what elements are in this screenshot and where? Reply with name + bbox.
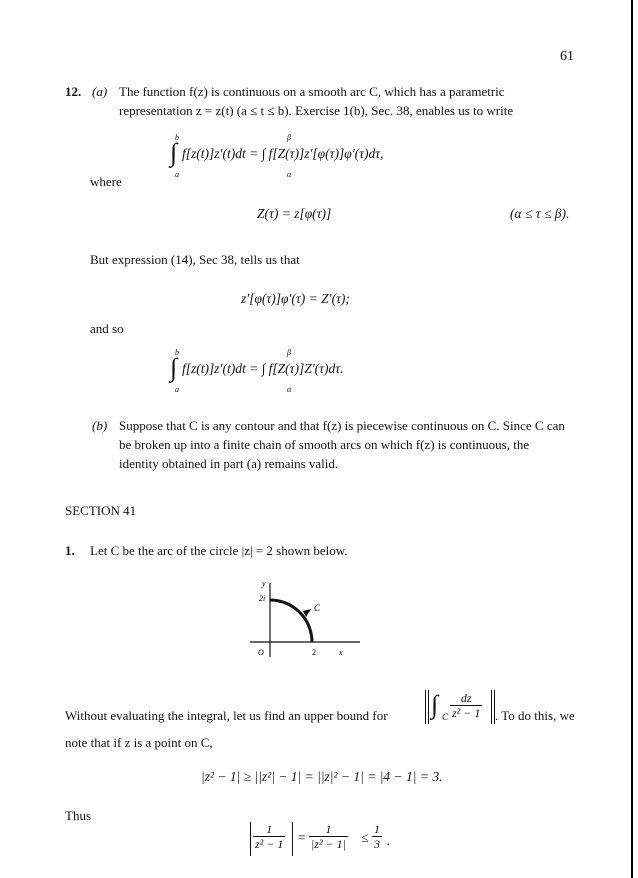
upper-limit: β — [287, 133, 291, 142]
section-title: SECTION 41 — [65, 503, 137, 518]
equation-4-text: f[z(t)]z′(t)dt = ∫ f[Z(τ)]Z′(τ)dτ. — [182, 361, 344, 376]
lower-limit: α — [287, 385, 292, 394]
fraction-denominator: z² − 1 — [255, 837, 284, 851]
problem-number: 12. — [65, 84, 82, 99]
where-text: where — [90, 174, 122, 189]
c-label: C — [314, 603, 321, 613]
part-b-line-3: identity obtained in part (a) remains valid. — [119, 456, 339, 471]
upper-limit: b — [175, 348, 179, 357]
equals-sign: = — [297, 830, 307, 845]
abs-bar-left — [425, 690, 426, 724]
fraction-denominator: 3 — [374, 837, 380, 851]
equation-1-text: f[z(t)]z′(t)dt = ∫ f[Z(τ)]z′[φ(τ)]φ′(τ)dτ, — [182, 146, 384, 161]
bound-fraction — [450, 691, 482, 720]
abs-bar-left — [250, 822, 251, 856]
fraction-numerator: 1 — [374, 822, 380, 836]
abs-bar-left — [428, 690, 429, 724]
upper-limit: b — [175, 133, 179, 142]
rhs-fraction — [372, 822, 382, 851]
fraction-denominator: z² − 1 — [452, 706, 481, 720]
integral-sign: ∫ — [170, 138, 178, 167]
fraction-numerator: 1 — [253, 822, 285, 837]
and-so-text: and so — [90, 321, 124, 336]
note-text: note that if z is a point on C, — [65, 735, 213, 750]
x-label: x — [339, 648, 343, 657]
page-edge-rule — [631, 0, 633, 878]
inequality: |z² − 1| ≥ ||z²| − 1| = ||z|² − 1| = |4 − 1| = 3. — [201, 769, 443, 784]
arc-c — [270, 600, 312, 642]
quarter-circle-figure — [240, 575, 380, 660]
thus-text: Thus — [65, 808, 91, 823]
problem-1-number: 1. — [65, 543, 75, 558]
fraction-numerator: 1 — [309, 822, 348, 837]
lower-limit: α — [287, 170, 292, 179]
contour-subscript: C — [442, 712, 449, 722]
lower-limit: a — [175, 170, 179, 179]
integral-sign: ∫ — [170, 353, 178, 382]
leq-sign: ≤ — [361, 830, 369, 845]
equation-2: Z(τ) = z[φ(τ)] — [257, 206, 332, 221]
page-number: 61 — [560, 49, 574, 64]
equation-3: z′[φ(τ)]φ′(τ) = Z′(τ); — [241, 291, 350, 306]
equation-2-range: (α ≤ τ ≤ β). — [510, 206, 570, 221]
part-b-label: (b) — [92, 418, 108, 433]
part-a-line-2: representation z = z(t) (a ≤ t ≤ b). Exercise 1(b), Sec. 38, enables us to write — [119, 103, 514, 118]
2i-label: 2i — [259, 594, 266, 603]
fraction-numerator: dz — [450, 691, 482, 706]
lhs-fraction — [253, 822, 285, 851]
bound-text-before: Without evaluating the integral, let us find an upper bound for — [65, 708, 388, 723]
integral-sign: ∫ — [431, 690, 439, 719]
abs-bar-right — [491, 690, 492, 724]
origin-label: O — [258, 648, 264, 657]
upper-limit: β — [287, 348, 291, 357]
lower-limit: a — [175, 385, 179, 394]
part-b-line-2: be broken up into a finite chain of smooth arcs on which f(z) is continuous, the — [119, 437, 530, 452]
two-label: 2 — [312, 648, 316, 657]
part-b-line-1: Suppose that C is any contour and that f(z) is piecewise continuous on C. Since C can — [119, 418, 565, 433]
y-label: y — [262, 579, 266, 588]
bound-text-after: . To do this, we — [495, 708, 575, 723]
problem-1-text: Let C be the arc of the circle |z| = 2 shown below. — [90, 543, 348, 558]
fraction-denominator: |z² − 1| — [311, 837, 346, 851]
part-a-label: (a) — [92, 84, 108, 99]
abs-bar-right — [292, 822, 293, 856]
period: . — [387, 833, 391, 848]
but-expression-text: But expression (14), Sec 38, tells us that — [90, 252, 300, 267]
mid-fraction — [309, 822, 348, 851]
part-a-line-1: The function f(z) is continuous on a smooth arc C, which has a parametric — [119, 84, 505, 99]
